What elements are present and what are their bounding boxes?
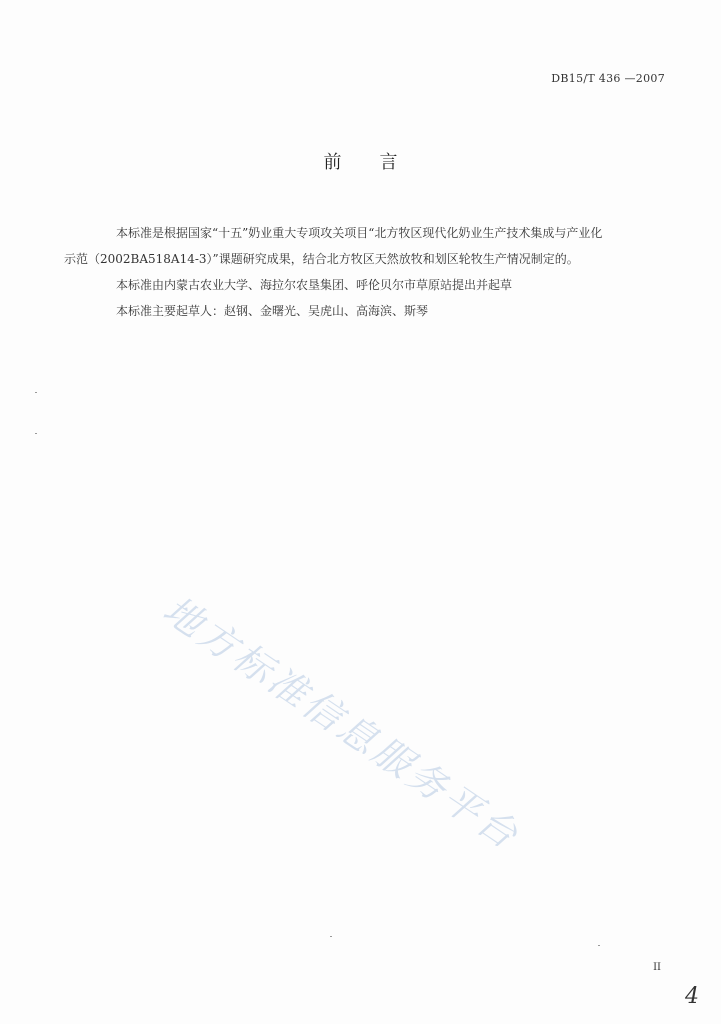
scan-speck — [35, 392, 37, 393]
scan-speck — [330, 936, 332, 937]
scan-speck — [35, 433, 37, 434]
scan-speck — [598, 945, 600, 946]
paragraph-project-basis — [64, 220, 660, 272]
foreword-body — [64, 220, 660, 324]
paragraph-line: 示范（2002BA518A14-3）”课题研究成果，结合北方牧区天然放牧和划区轮牧生产情况制定的。 — [64, 252, 579, 266]
paragraph-proposers: 本标准由内蒙古农业大学、海拉尔农垦集团、呼伦贝尔市草原站提出并起草 — [116, 278, 513, 292]
paragraph-drafters: 本标准主要起草人：赵钢、金曙光、吴虎山、高海滨、斯琴 — [116, 304, 429, 318]
standard-code: DB15/T 436 —2007 — [551, 72, 665, 85]
handwritten-mark: 4 — [685, 984, 699, 1009]
page-title: 前言 — [323, 152, 436, 173]
watermark: 地方标准信息服务平台 — [155, 587, 529, 859]
page-number: II — [653, 962, 661, 973]
paragraph-line: 本标准是根据国家“十五”奶业重大专项攻关项目“北方牧区现代化奶业生产技术集成与产业化 — [116, 226, 603, 240]
